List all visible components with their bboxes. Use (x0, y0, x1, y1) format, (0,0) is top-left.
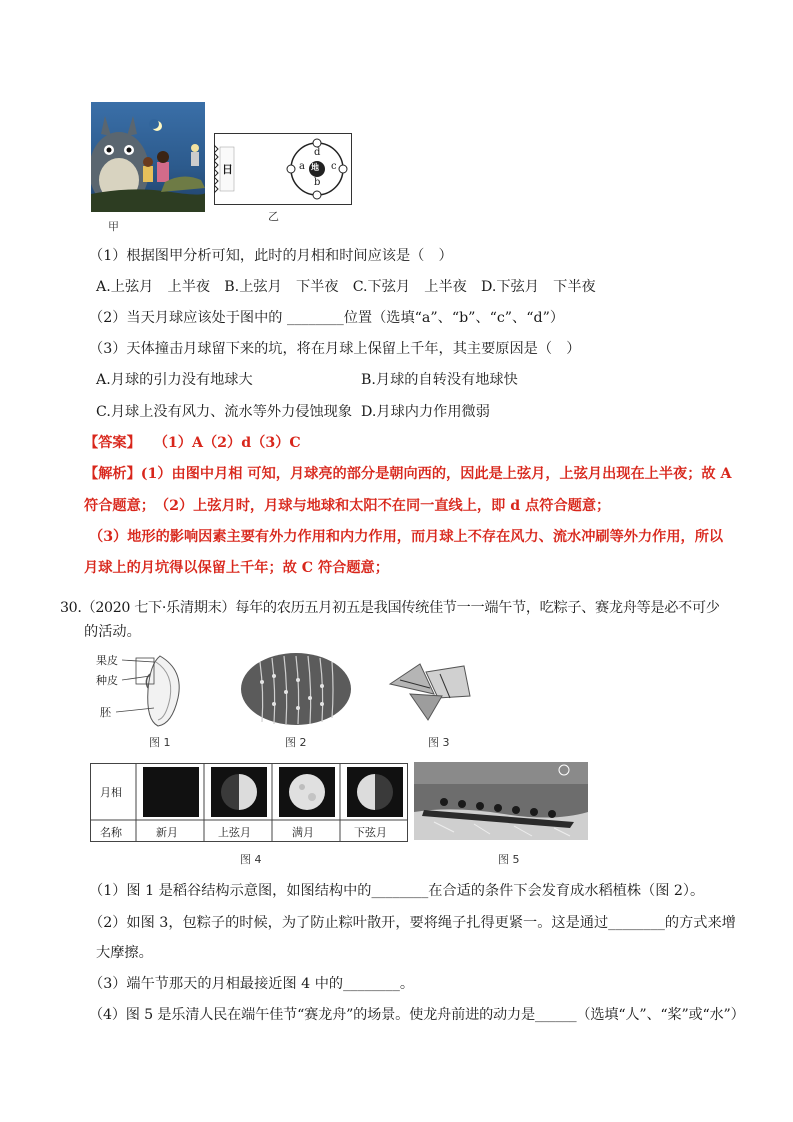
figure-1-caption: 图 1 (149, 736, 171, 749)
q30-sub1: （1）图 1 是稻谷结构示意图，如图结构中的________在合适的条件下会发育成水稻植株（图 2）。 (89, 883, 705, 899)
figure-5-caption: 图 5 (498, 853, 520, 866)
fig1-label-pericarp: 果皮 (96, 654, 118, 667)
q30-sub4: （4）图 5 是乐清人民在端午佳节“赛龙舟”的场景。使龙舟前进的动力是______（选填“人”、“桨”或“水”） (89, 1007, 745, 1023)
figure-jia-label: 甲 (108, 220, 119, 233)
earth-label: 地 (311, 162, 319, 172)
figure-yi-label: 乙 (268, 210, 279, 223)
q29-analysis-line-3: （3）地形的影响因素主要有外力作用和内力作用，而月球上不存在风力、流水冲刷等外力作用，所以 (89, 529, 724, 545)
moon-name-last-quarter: 下弦月 (354, 826, 387, 839)
q30-sub3: （3）端午节那天的月相最接近图 4 中的________。 (89, 976, 415, 992)
orbit-label-d: d (314, 147, 321, 158)
q30-intro-line-2: 的活动。 (84, 624, 141, 640)
figure-1-rice-grain (92, 650, 188, 730)
q29-sub1-options: A.上弦月 上半夜 B.上弦月 下半夜 C.下弦月 上半夜 D.下弦月 下半夜 (96, 279, 596, 295)
figure-3-zongzi (380, 654, 480, 726)
moon-name-full: 满月 (292, 826, 314, 839)
orbit-label-a: a (299, 161, 305, 172)
sun-label: 日 (222, 163, 233, 176)
figure-4-caption: 图 4 (240, 853, 262, 866)
figure-2-caption: 图 2 (285, 736, 307, 749)
fig1-label-embryo: 胚 (100, 706, 111, 719)
figure-yi-orbit-diagram (214, 133, 352, 205)
figure-4-moon-phase-table (90, 763, 408, 842)
q29-analysis-line-2: 符合题意； （2）上弦月时，月球与地球和太阳不在同一直线上，即 d 点符合题意； (84, 498, 611, 514)
q29-sub2: （2）当天月球应该处于图中的 ________位置（选填“a”、“b”、“c”、“d”） (89, 310, 565, 326)
table-head-phase: 月相 (100, 786, 122, 799)
answer-tag: 【答案】 (84, 435, 141, 451)
table-head-name: 名称 (100, 826, 122, 839)
moon-name-new: 新月 (156, 826, 178, 839)
analysis-tag: 【解析】 (84, 466, 141, 482)
q29-option-b: B.月球的自转没有地球快 (361, 372, 518, 388)
q29-answer (84, 433, 301, 453)
q29-sub3: （3）天体撞击月球留下来的坑，将在月球上保留上千年，其主要原因是（ ） (89, 341, 581, 357)
q30-intro-line-1: 30.（2020 七下·乐清期末）每年的农历五月初五是我国传统佳节一一端午节，吃粽子、赛龙舟等是必不可少 (60, 600, 720, 616)
figure-3-caption: 图 3 (428, 736, 450, 749)
q29-option-a: A.月球的引力没有地球大 (96, 372, 253, 388)
figure-jia-illustration (91, 102, 205, 212)
q29-analysis-line-4: 月球上的月坑得以保留上千年；故 C 符合题意； (84, 560, 389, 576)
q29-sub1: （1）根据图甲分析可知，此时的月相和时间应该是（ ） (89, 248, 453, 264)
answer-text: （1）A（2）d（3）C (153, 435, 301, 451)
figure-2-rice-ears (240, 652, 352, 726)
q29-option-d: D.月球内力作用微弱 (361, 404, 490, 420)
q29-option-c: C.月球上没有风力、流水等外力侵蚀现象 (96, 404, 353, 420)
q30-sub2-line-2: 大摩擦。 (96, 945, 153, 961)
q30-sub2-line-1: （2）如图 3，包粽子的时候，为了防止粽叶散开，要将绳子扎得更紧一。这是通过________的方式来增 (89, 915, 736, 931)
orbit-label-c: c (331, 161, 337, 172)
moon-name-first-quarter: 上弦月 (218, 826, 251, 839)
orbit-label-b: b (314, 177, 321, 188)
fig1-label-seed-coat: 种皮 (96, 674, 118, 687)
figure-5-dragon-boat-race (414, 762, 588, 840)
q29-analysis-line-1: 【解析】(1）由图中月相 可知，月球亮的部分是朝向西的，因此是上弦月，上弦月出现在上半夜；故 A (84, 466, 732, 482)
